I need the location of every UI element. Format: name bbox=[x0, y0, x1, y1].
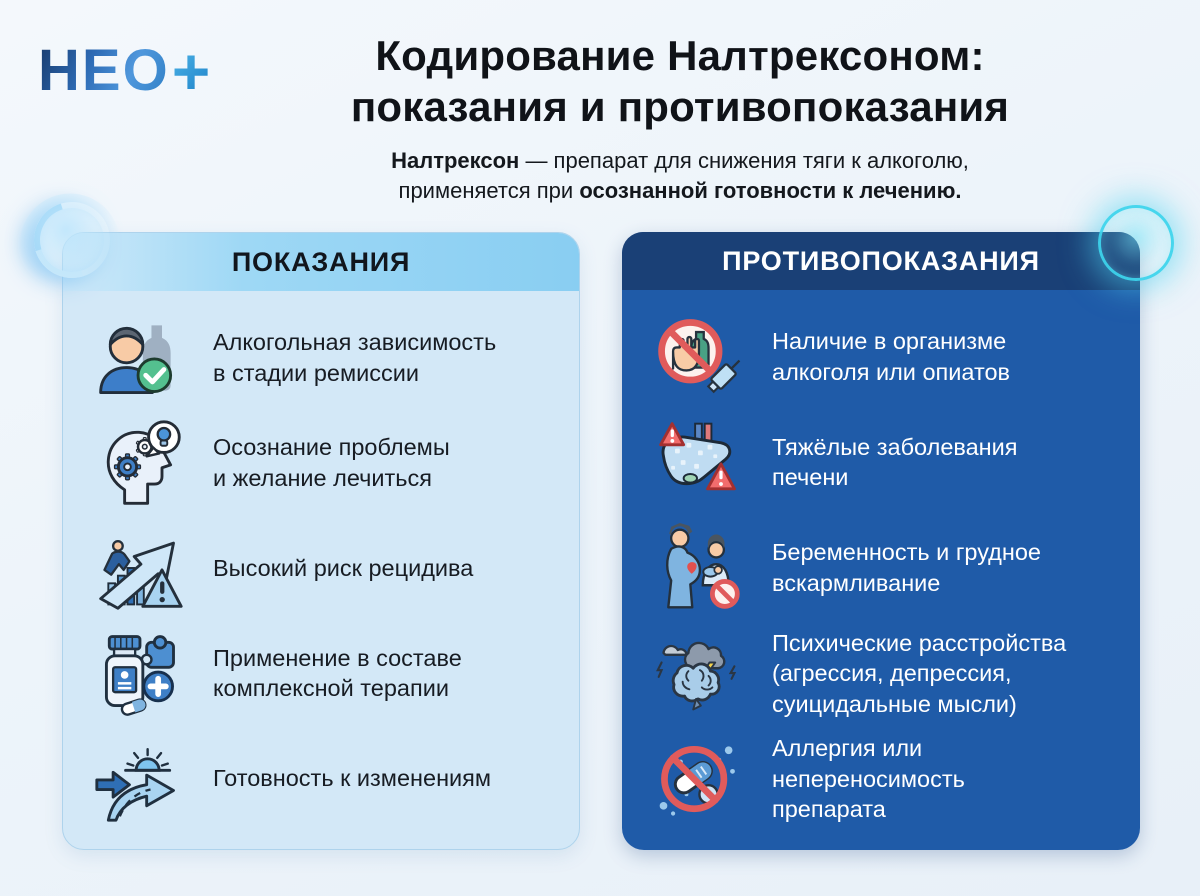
brain-storm-icon bbox=[652, 628, 744, 720]
subtitle-text-1: — препарат для снижения тяги к алкоголю, bbox=[519, 148, 969, 174]
indications-list bbox=[63, 291, 579, 849]
head-gears-idea-icon bbox=[93, 417, 185, 509]
indications-card bbox=[62, 232, 580, 850]
title-line-1: Кодирование Налтрексоном: bbox=[375, 32, 985, 79]
decorative-bubble-icon bbox=[21, 189, 124, 292]
list-item bbox=[93, 732, 553, 824]
medicine-bottle-puzzle-icon bbox=[93, 627, 185, 719]
item-text: Высокий риск рецидива bbox=[213, 554, 474, 581]
subtitle-bold-2: осознанной готовности к лечению. bbox=[579, 178, 962, 204]
list-item bbox=[93, 417, 553, 509]
item-text: Наличие в организме алкоголя или опиатов bbox=[772, 328, 1010, 385]
header-block bbox=[180, 30, 1180, 206]
logo-plus-icon: + bbox=[171, 34, 213, 108]
item-text: Тяжёлые заболевания печени bbox=[772, 433, 1018, 491]
list-item bbox=[652, 628, 1114, 720]
list-item bbox=[652, 416, 1114, 508]
pregnancy-breastfeeding-icon bbox=[652, 522, 744, 614]
item-text: Алкогольная зависимость в стадии ремиссии bbox=[213, 329, 497, 386]
liver-warning-icon bbox=[652, 416, 744, 508]
subtitle-text-2: применяется при bbox=[398, 178, 580, 204]
title-line-2: показания и противопоказания bbox=[350, 83, 1010, 131]
item-text: Готовность к изменениям bbox=[213, 765, 492, 792]
item-text: Аллергия или непереносимость препарата bbox=[772, 735, 965, 823]
list-item bbox=[93, 312, 553, 404]
no-alcohol-syringe-icon bbox=[652, 311, 744, 403]
list-item bbox=[652, 522, 1114, 614]
item-text: Беременность и грудное вскармливание bbox=[772, 539, 1041, 596]
list-item bbox=[652, 311, 1114, 403]
page-title bbox=[180, 30, 1180, 132]
logo-text: НЕО bbox=[38, 38, 170, 103]
person-bottle-check-icon bbox=[93, 312, 185, 404]
indications-header: ПОКАЗАНИЯ bbox=[63, 233, 579, 291]
contraindications-header: ПРОТИВОПОКАЗАНИЯ bbox=[622, 232, 1140, 290]
page-subtitle bbox=[180, 146, 1180, 205]
rising-arrow-warning-icon bbox=[93, 522, 185, 614]
item-text: Применение в составе комплексной терапии bbox=[213, 644, 462, 702]
road-to-change-icon bbox=[93, 732, 185, 824]
subtitle-bold-1: Налтрексон bbox=[391, 148, 520, 174]
item-text: Психические расстройства (агрессия, депрессия, суицидальные мысли) bbox=[772, 629, 1067, 717]
list-item bbox=[93, 522, 553, 614]
list-item bbox=[652, 733, 1114, 825]
item-text: Осознание проблемы и желание лечиться bbox=[213, 434, 450, 491]
no-pills-allergy-icon bbox=[652, 733, 744, 825]
decorative-glow-ring-icon bbox=[1098, 205, 1174, 281]
contraindications-card bbox=[622, 232, 1140, 850]
contraindications-list bbox=[622, 290, 1140, 850]
list-item bbox=[93, 627, 553, 719]
